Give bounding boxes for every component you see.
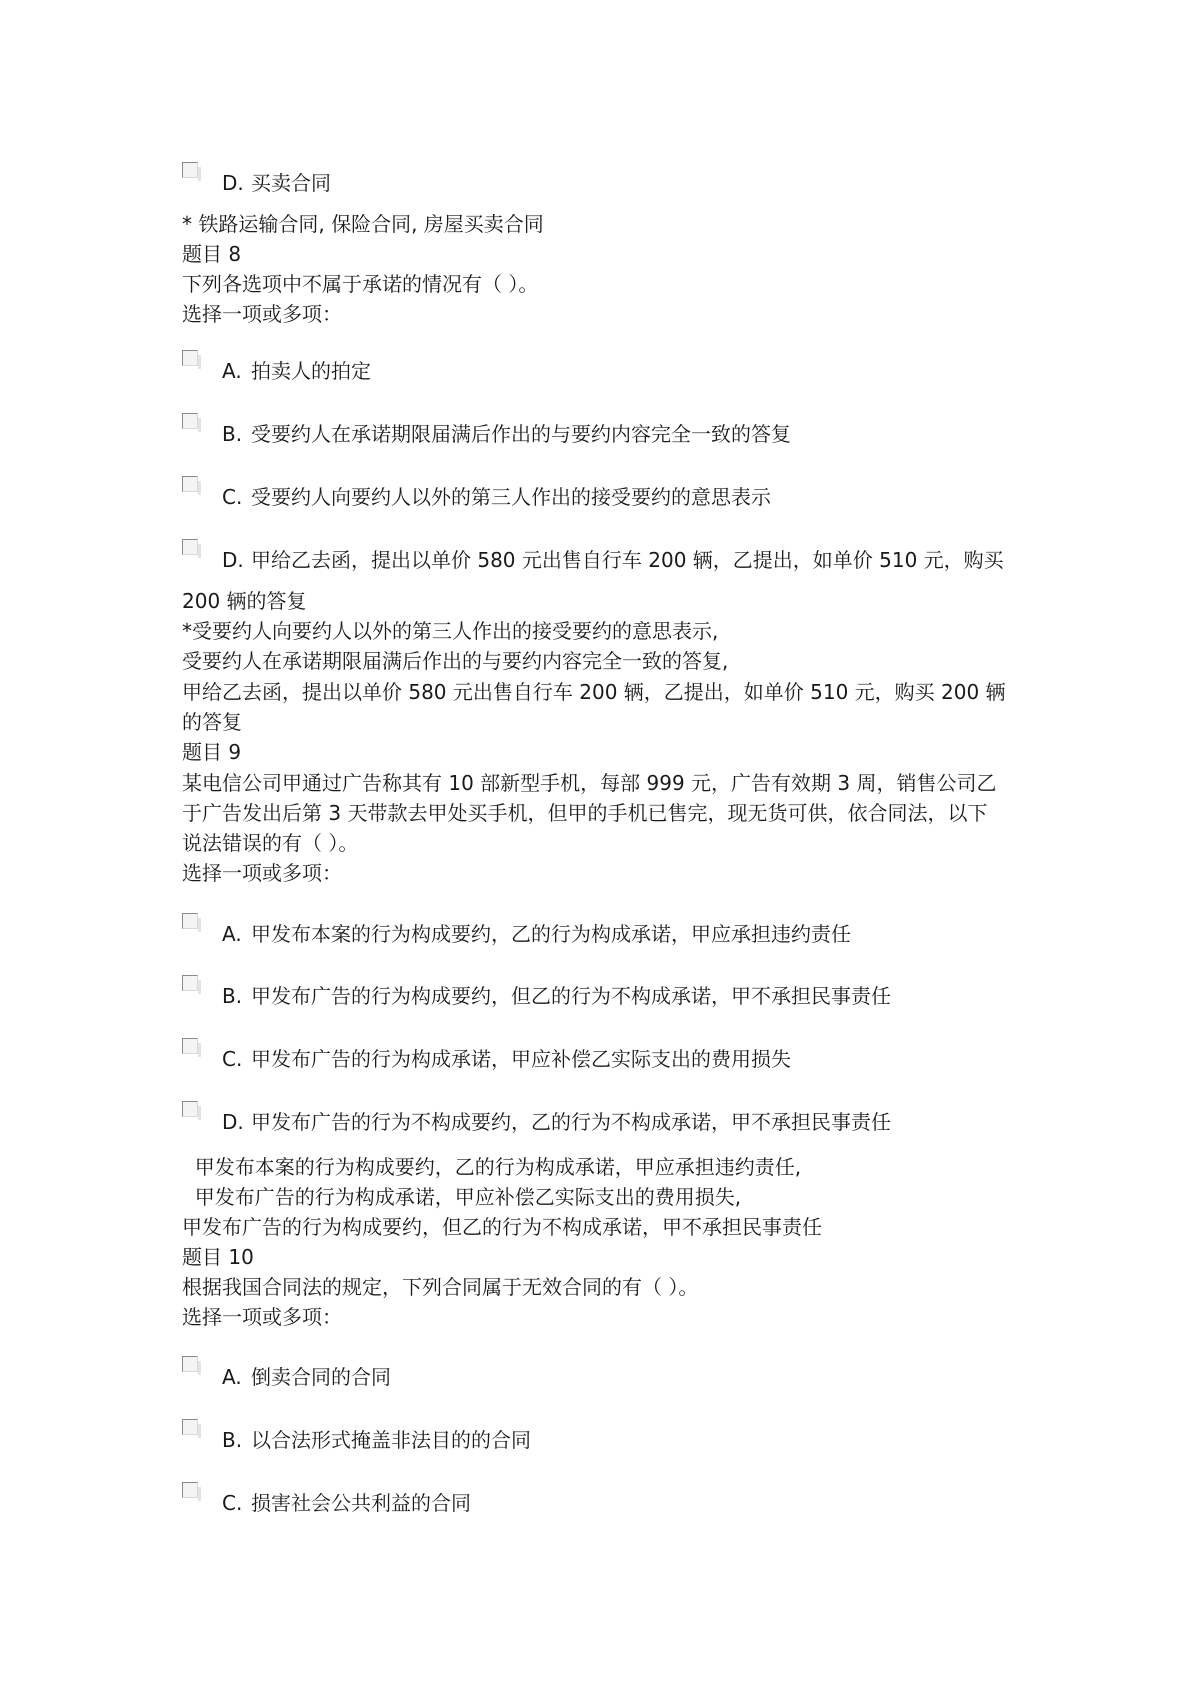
question-stem: 下列各选项中不属于承诺的情况有（ ）。	[182, 272, 539, 296]
option-letter: A.	[222, 922, 242, 946]
option-text: 甲发布本案的行为构成要约，乙的行为构成承诺，甲应承担违约责任	[251, 922, 851, 946]
answer-line: * 铁路运输合同, 保险合同, 房屋买卖合同	[182, 212, 544, 236]
option-text: 甲给乙去函，提出以单价 580 元出售自行车 200 辆，乙提出，如单价 510 元，购买	[251, 548, 1004, 572]
question-stem: 说法错误的有（ ）。	[182, 831, 359, 855]
question-stem: 于广告发出后第 3 天带款去甲处买手机，但甲的手机已售完，现无货可供，依合同法，以下	[182, 801, 988, 825]
answer-line: *受要约人向要约人以外的第三人作出的接受要约的意思表示,	[182, 619, 719, 643]
answer-line: 的答复	[182, 710, 242, 734]
option-letter: D.	[222, 548, 244, 572]
question-prompt: 选择一项或多项：	[182, 302, 342, 326]
question-stem: 某电信公司甲通过广告称其有 10 部新型手机，每部 999 元，广告有效期 3 周，销售公司乙	[182, 771, 997, 795]
option-text: 受要约人向要约人以外的第三人作出的接受要约的意思表示	[251, 485, 771, 509]
checkbox[interactable]	[182, 350, 198, 366]
option-text: 甲发布广告的行为构成承诺，甲应补偿乙实际支出的费用损失	[251, 1047, 791, 1071]
checkbox[interactable]	[182, 913, 198, 929]
checkbox[interactable]	[182, 975, 198, 991]
option-letter: D.	[222, 171, 244, 195]
answer-line: 甲发布广告的行为构成承诺，甲应补偿乙实际支出的费用损失,	[182, 1185, 742, 1209]
answer-line: 甲发布广告的行为构成要约，但乙的行为不构成承诺，甲不承担民事责任	[182, 1215, 822, 1239]
answer-line: 受要约人在承诺期限届满后作出的与要约内容完全一致的答复,	[182, 649, 729, 673]
answer-line: 甲发布本案的行为构成要约，乙的行为构成承诺，甲应承担违约责任,	[182, 1155, 802, 1179]
question-title: 题目 10	[182, 1245, 254, 1269]
checkbox[interactable]	[182, 1101, 198, 1117]
question-prompt: 选择一项或多项：	[182, 861, 342, 885]
question-title: 题目 9	[182, 740, 242, 764]
option-letter: D.	[222, 1110, 244, 1134]
checkbox[interactable]	[182, 1419, 198, 1435]
checkbox[interactable]	[182, 413, 198, 429]
option-text: 买卖合同	[251, 171, 331, 195]
checkbox[interactable]	[182, 1356, 198, 1372]
option-text: 甲发布广告的行为不构成要约，乙的行为不构成承诺，甲不承担民事责任	[251, 1110, 891, 1134]
checkbox[interactable]	[182, 1482, 198, 1498]
option-letter: C.	[222, 1047, 243, 1071]
checkbox[interactable]	[182, 476, 198, 492]
option-text-continued: 200 辆的答复	[182, 589, 307, 613]
option-text: 甲发布广告的行为构成要约，但乙的行为不构成承诺，甲不承担民事责任	[251, 984, 891, 1008]
option-text: 以合法形式掩盖非法目的的合同	[251, 1428, 531, 1452]
option-letter: A.	[222, 359, 242, 383]
checkbox[interactable]	[182, 1038, 198, 1054]
option-letter: A.	[222, 1365, 242, 1389]
option-text: 损害社会公共利益的合同	[251, 1491, 471, 1515]
option-letter: B.	[222, 984, 243, 1008]
option-text: 倒卖合同的合同	[251, 1365, 391, 1389]
option-text: 拍卖人的拍定	[251, 359, 371, 383]
checkbox[interactable]	[182, 539, 198, 555]
question-title: 题目 8	[182, 242, 242, 266]
question-stem: 根据我国合同法的规定，下列合同属于无效合同的有（ ）。	[182, 1275, 699, 1299]
option-letter: C.	[222, 485, 243, 509]
answer-line: 甲给乙去函，提出以单价 580 元出售自行车 200 辆，乙提出，如单价 510 元，购买 200 辆	[182, 680, 1006, 704]
option-letter: B.	[222, 1428, 243, 1452]
question-prompt: 选择一项或多项：	[182, 1305, 342, 1329]
option-letter: C.	[222, 1491, 243, 1515]
checkbox[interactable]	[182, 162, 198, 178]
option-letter: B.	[222, 422, 243, 446]
option-text: 受要约人在承诺期限届满后作出的与要约内容完全一致的答复	[251, 422, 791, 446]
